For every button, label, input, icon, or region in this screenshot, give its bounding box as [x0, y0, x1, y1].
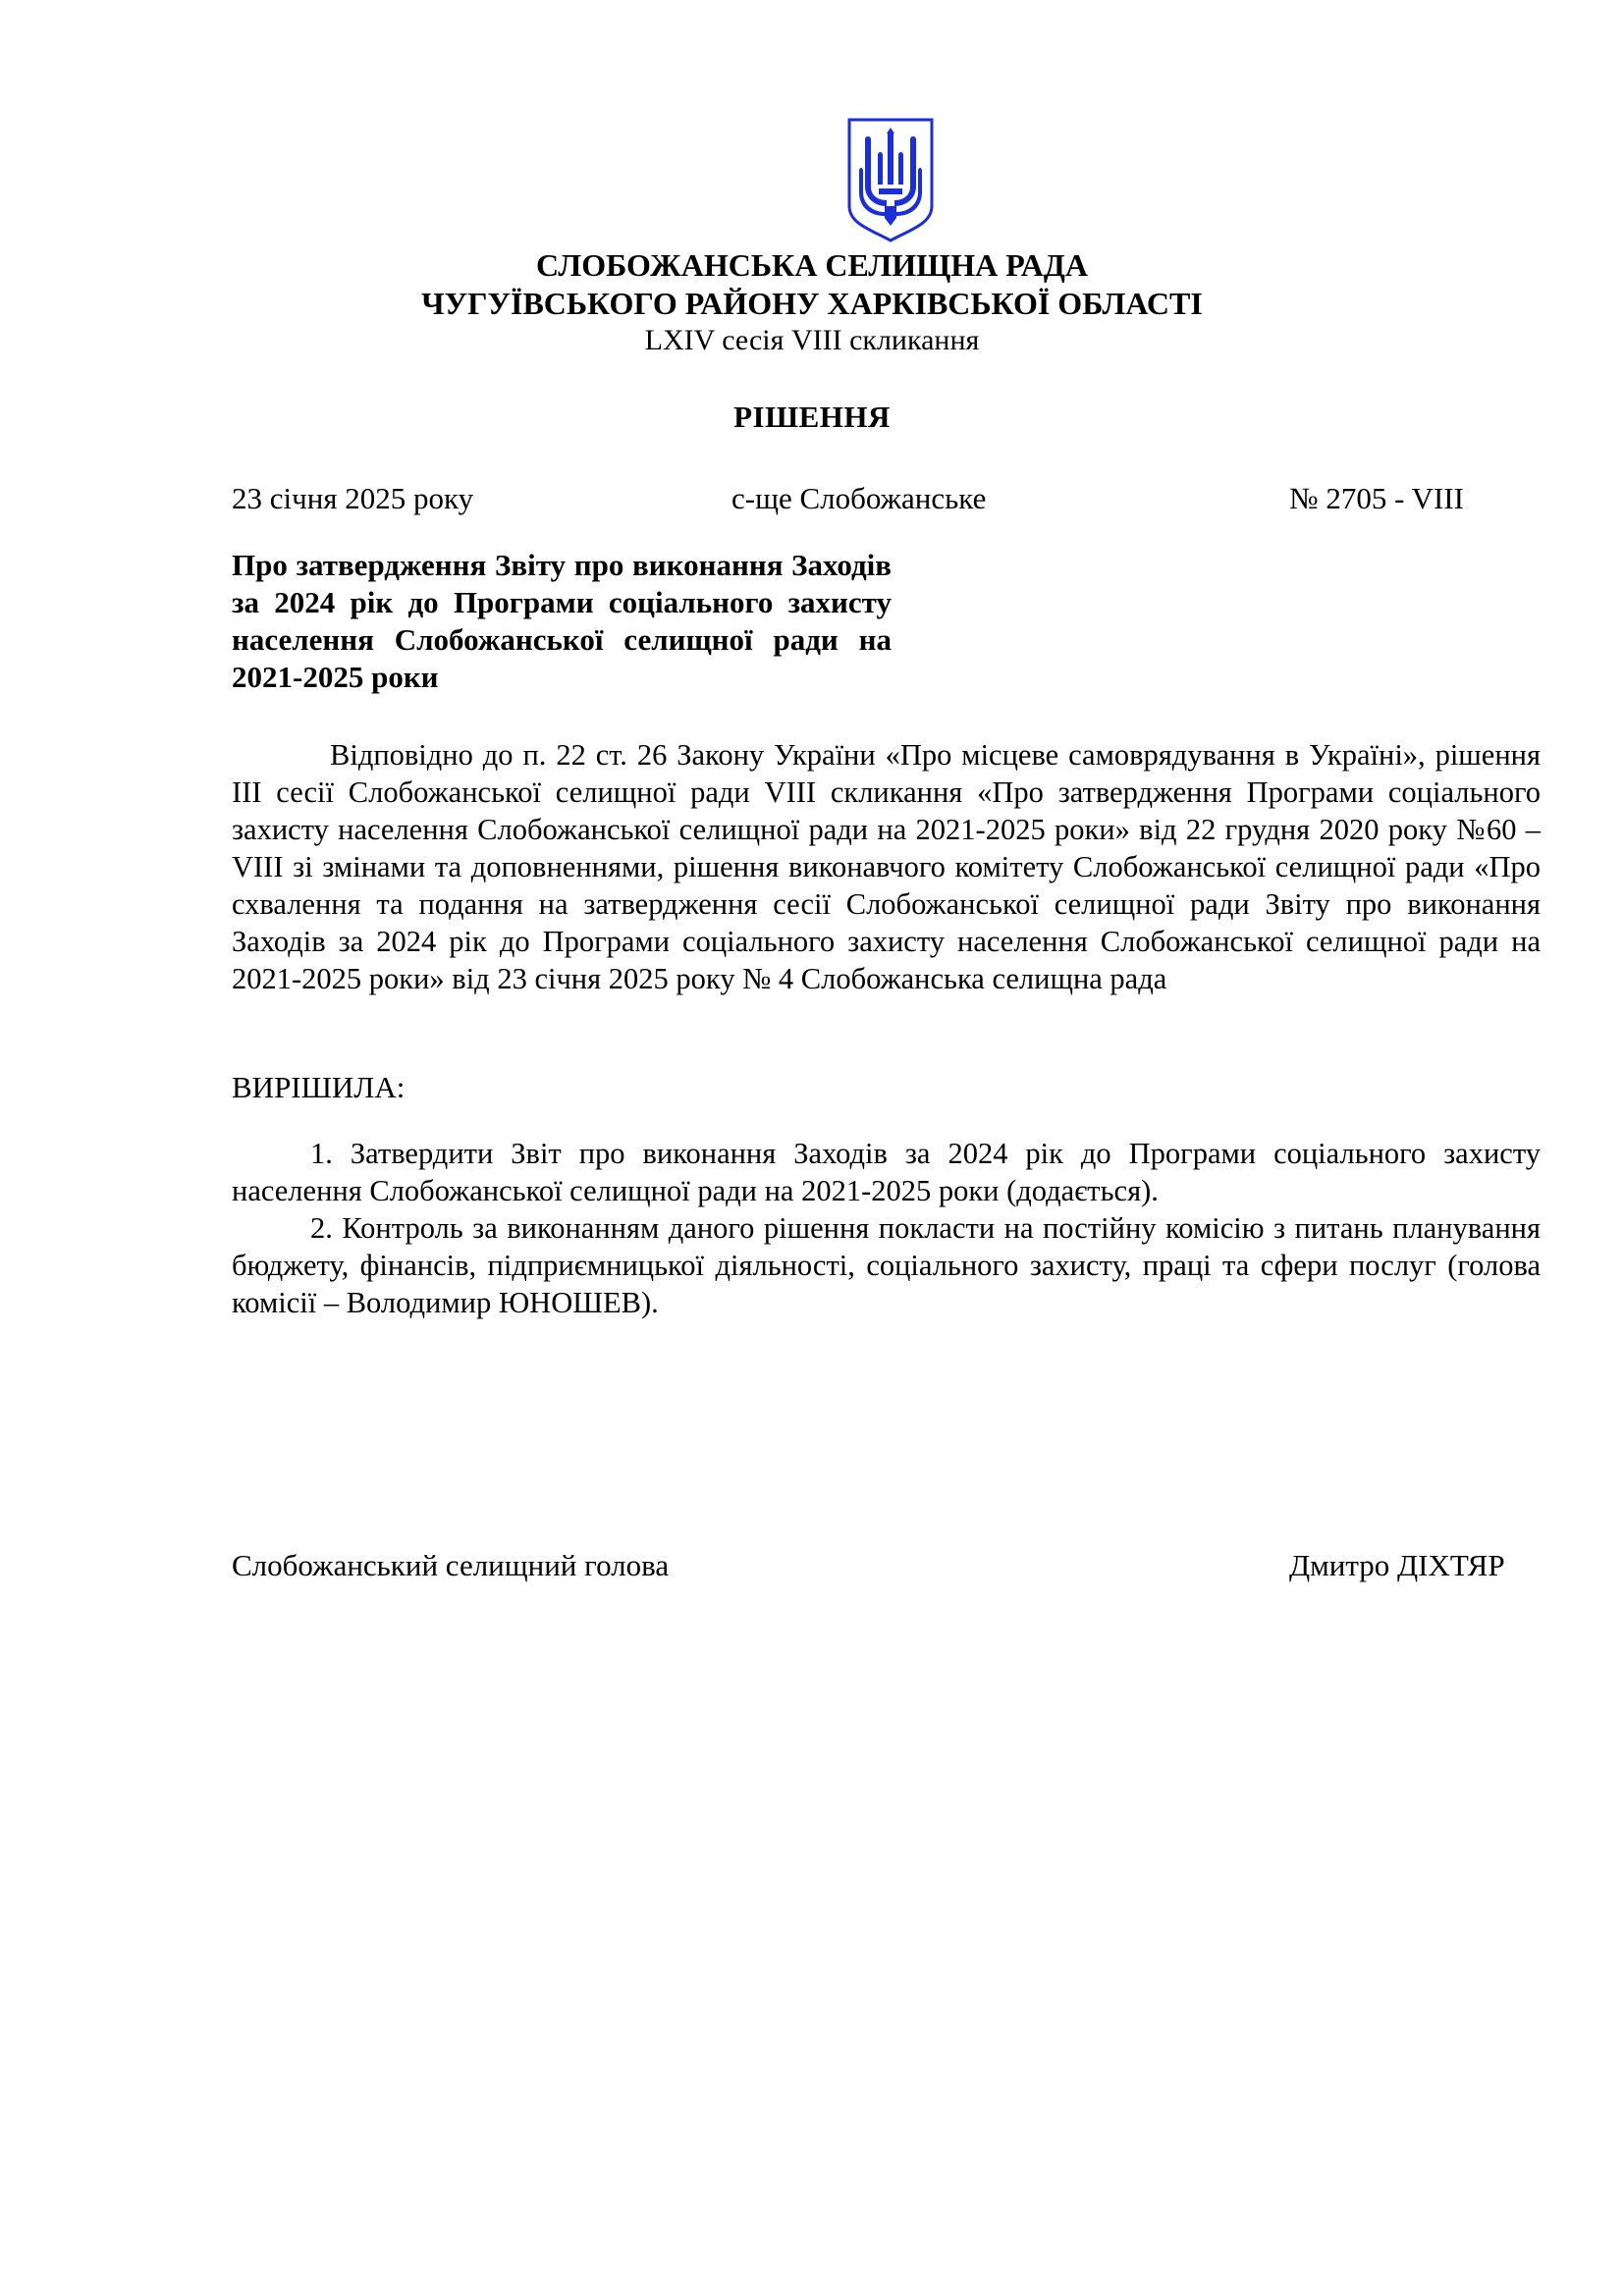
coat-of-arms-icon	[845, 116, 936, 243]
decision-place: с-ще Слобожанське	[731, 481, 987, 515]
resolved-label: ВИРІШИЛА:	[232, 1070, 406, 1104]
signatory-title: Слобожанський селищний голова	[232, 1548, 670, 1582]
decision-subject: Про затвердження Звіту про виконання Заходів за 2024 рік до Програми соціального захисту населення Слобожанської селищної ради на 2021-2025 роки	[232, 548, 892, 694]
decision-item-2: 2. Контроль за виконанням даного рішення покласти на постійну комісію з питань планування бюджету, фінансів, підприємницької діяльності, соціального захисту, праці та сфери послуг (голова комісії – Володимир ЮНОШЕВ).	[232, 1211, 1541, 1319]
decision-date: 23 січня 2025 року	[232, 481, 474, 515]
session-info: LXIV сесія VIII скликання	[644, 324, 980, 356]
decision-number: № 2705 - VIII	[1289, 481, 1464, 515]
organization-name: СЛОБОЖАНСЬКА СЕЛИЩНА РАДА	[536, 247, 1088, 283]
signatory-name: Дмитро ДІХТЯР	[1289, 1548, 1505, 1582]
decision-item-1: 1. Затвердити Звіт про виконання Заходів за 2024 рік до Програми соціального захисту населення Слобожанської селищної ради на 2021-2025 роки (додається).	[232, 1137, 1541, 1207]
document-type-title: РІШЕННЯ	[733, 400, 891, 434]
district-name: ЧУГУЇВСЬКОГО РАЙОНУ ХАРКІВСЬКОЇ ОБЛАСТІ	[421, 286, 1203, 321]
preamble-paragraph: Відповідно до п. 22 ст. 26 Закону України «Про місцеве самоврядування в Україні», рішення ІІІ сесії Слобожанської селищної ради VIII скликання «Про затвердження Програми соціального захисту населення Слобожанської селищної ради на 2021-2025 роки» від 22 грудня 2020 року №60 – VIII зі змінами та доповненнями, рішення виконавчого комітету Слобожанської селищної ради «Про схвалення та подання на затвердження сесії Слобожанської селищної ради Звіту про виконання Заходів за 2024 рік до Програми соціального захисту населення Слобожанської селищної ради на 2021-2025 роки» від 23 січня 2025 року № 4 Слобожанська селищна рада	[232, 738, 1541, 995]
